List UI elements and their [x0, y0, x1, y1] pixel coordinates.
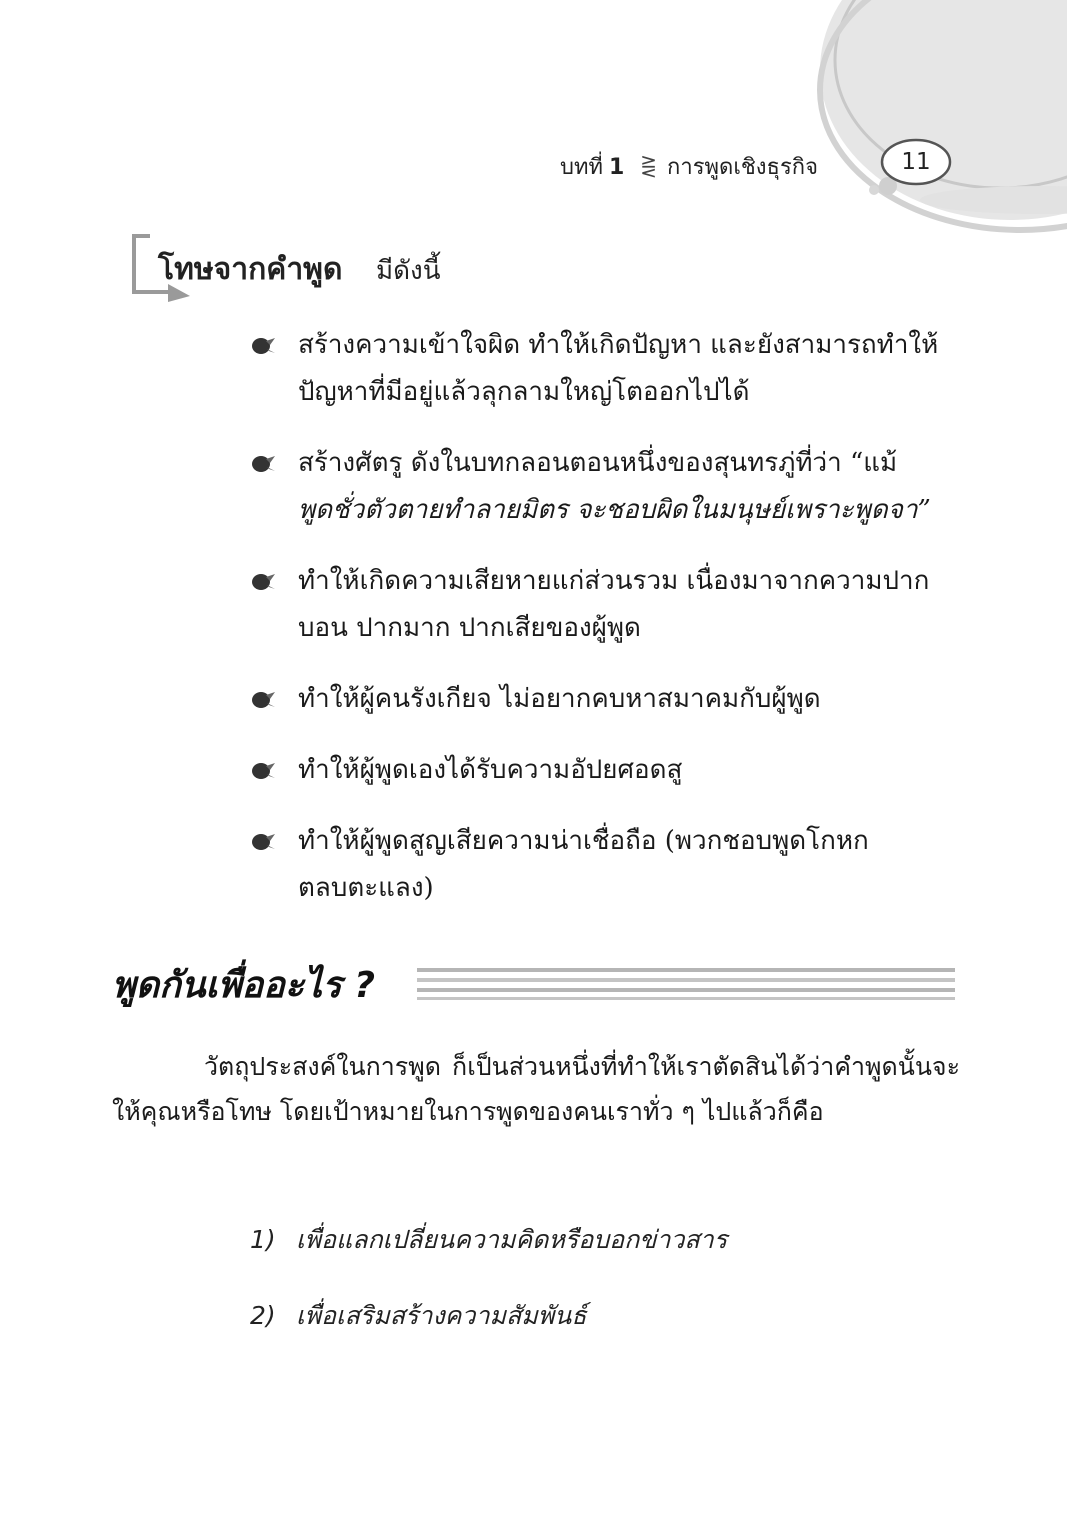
list-item: ทำให้ผู้คนรังเกียจ ไม่อยากคบหาสมาคมกับผู้พูด	[248, 676, 960, 723]
list-marker: 1)	[250, 1225, 276, 1254]
chapter-number: 1	[608, 154, 625, 180]
speech-bubble-icon	[250, 831, 276, 853]
list-item: สร้างความเข้าใจผิด ทำให้เกิดปัญหา และยังสามารถทำให้ ปัญหาที่มีอยู่แล้วลุกลามใหญ่โตออกไปได้	[248, 322, 960, 416]
list-item: ทำให้ผู้พูดเองได้รับความอัปยศอดสู	[248, 747, 960, 794]
speech-bubble-icon	[250, 335, 276, 357]
header-separator: ⋛	[640, 154, 658, 178]
section-title: พูดกันเพื่ออะไร ?	[112, 965, 375, 1006]
section-heading-purpose	[112, 950, 962, 1020]
list-item: สร้างศัตรู ดังในบทกลอนตอนหนึ่งของสุนทรภู่ที่ว่า “แม้ พูดชั่วตัวตายทำลายมิตร จะชอบผิดในมนุษย์เพราะพูดจา”	[248, 440, 960, 534]
section-subtitle: มีดังนี้	[376, 256, 441, 286]
chapter-label: บทที่ 1	[560, 154, 625, 180]
running-header	[560, 140, 970, 192]
section-title: โทษจากคำพูด	[158, 252, 343, 287]
list-item: 2) เพื่อเสริมสร้างความสัมพันธ์	[250, 1292, 727, 1340]
purpose-list	[250, 1216, 727, 1368]
list-item: ทำให้เกิดความเสียหายแก่ส่วนรวม เนื่องมาจากความปาก บอน ปากมาก ปากเสียของผู้พูด	[248, 558, 960, 652]
list-item: ทำให้ผู้พูดสูญเสียความน่าเชื่อถือ (พวกชอบพูดโกหก ตลบตะแลง)	[248, 818, 960, 912]
speech-bubble-icon	[250, 571, 276, 593]
section-heading-faults	[128, 232, 628, 302]
poem-quote: พูดชั่วตัวตายทำลายมิตร จะชอบผิดในมนุษย์เพราะพูดจา”	[298, 495, 931, 525]
speech-bubble-icon	[250, 453, 276, 475]
corner-decoration	[0, 0, 1067, 260]
list-item: 1) เพื่อแลกเปลี่ยนความคิดหรือบอกข่าวสาร	[250, 1216, 727, 1264]
speech-bubble-icon	[250, 689, 276, 711]
heading-rules	[417, 964, 957, 1004]
list-marker: 2)	[250, 1301, 276, 1330]
chapter-title: การพูดเชิงธุรกิจ	[667, 154, 818, 180]
faults-list	[248, 322, 960, 936]
speech-bubble-icon	[250, 760, 276, 782]
body-paragraph: วัตถุประสงค์ในการพูด ก็เป็นส่วนหนึ่งที่ทำให้เราตัดสินได้ว่าคำพูดนั้นจะให้คุณหรือโทษ โดยเป้าหมายในการพูดของคนเราทั่ว ๆ ไปแล้วก็คือ	[112, 1052, 960, 1126]
page-number: 11	[901, 149, 931, 175]
